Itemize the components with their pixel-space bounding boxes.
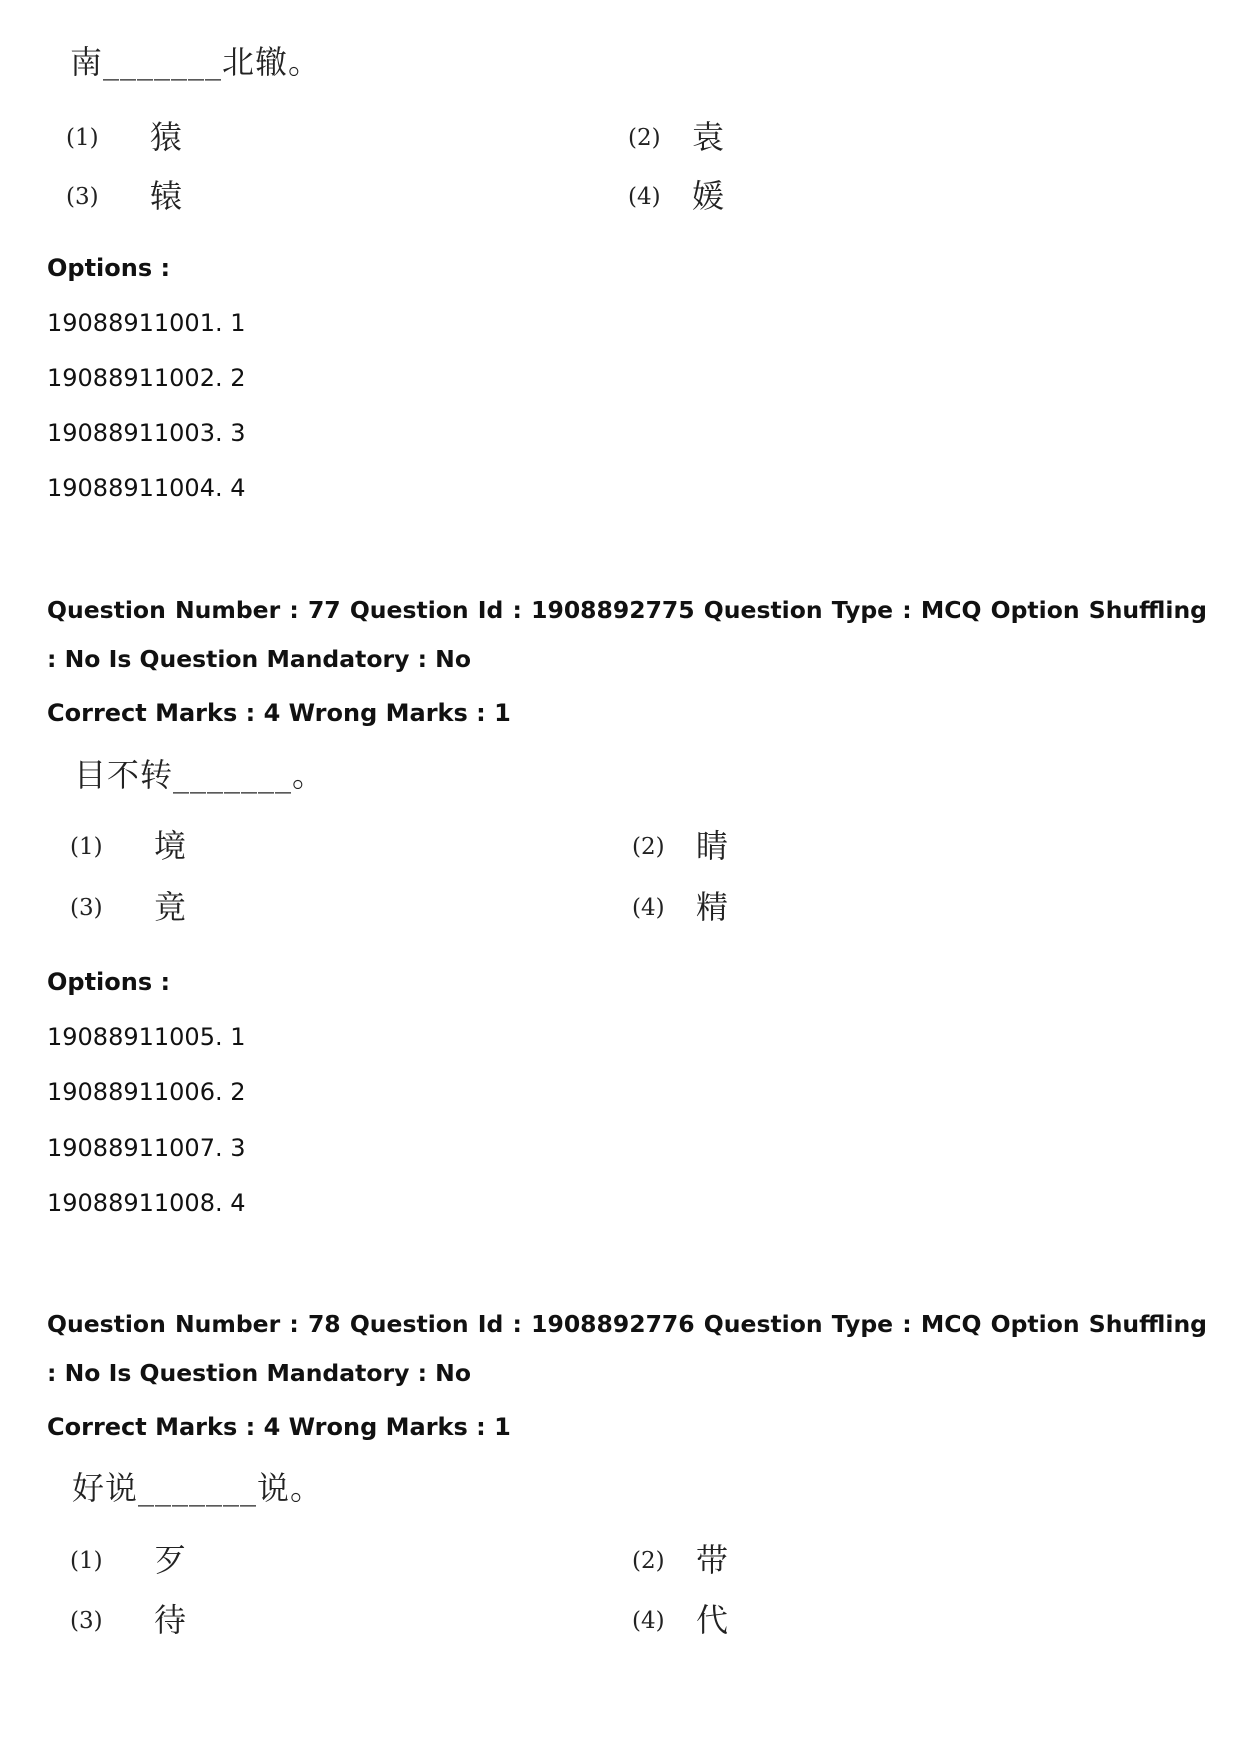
choice-character: 带 (696, 1541, 729, 1579)
question-78-marks: Correct Marks : 4 Wrong Marks : 1 (47, 1413, 511, 1441)
question-77-image (60, 755, 760, 935)
question-78-prompt: 好说_______说。 (72, 1469, 324, 1507)
choice-character: 辕 (150, 177, 183, 215)
choice-number: (2) (632, 1548, 665, 1574)
choice-number: (1) (70, 1548, 103, 1574)
choice-character: 袁 (692, 118, 725, 156)
choice-number: (1) (70, 834, 103, 860)
question-77-marks: Correct Marks : 4 Wrong Marks : 1 (47, 699, 511, 727)
option-item: 19088911006. 2 (47, 1078, 246, 1106)
choice-character: 境 (154, 827, 187, 865)
choice-character: 猿 (150, 118, 183, 156)
option-item: 19088911008. 4 (47, 1189, 246, 1217)
choice-number: (2) (628, 125, 661, 151)
option-item: 19088911003. 3 (47, 419, 246, 447)
option-item: 19088911001. 1 (47, 309, 246, 337)
choice-number: (3) (66, 184, 99, 210)
question-78-header: Question Number : 78 Question Id : 1908892776 Question Type : MCQ Option Shuffling : No Is Question Mandatory : No (47, 1310, 1207, 1387)
choice-number: (4) (632, 895, 665, 921)
option-item: 19088911004. 4 (47, 474, 246, 502)
choice-number: (4) (628, 184, 661, 210)
question-76-image (60, 42, 760, 222)
options-label: Options : (47, 254, 171, 282)
choice-character: 精 (696, 888, 729, 926)
choice-character: 待 (154, 1601, 187, 1639)
choice-number: (3) (70, 895, 103, 921)
question-77-header: Question Number : 77 Question Id : 1908892775 Question Type : MCQ Option Shuffling : No Is Question Mandatory : No (47, 596, 1207, 673)
option-item: 19088911007. 3 (47, 1134, 246, 1162)
option-item: 19088911005. 1 (47, 1023, 246, 1051)
choice-character: 歹 (154, 1541, 187, 1579)
question-77-prompt: 目不转_______。 (74, 756, 326, 794)
options-label: Options : (47, 968, 171, 996)
option-item: 19088911002. 2 (47, 364, 246, 392)
choice-character: 代 (696, 1601, 729, 1639)
choice-number: (3) (70, 1608, 103, 1634)
question-76-prompt: 南_______北辙。 (70, 43, 322, 81)
choice-number: (1) (66, 125, 99, 151)
choice-character: 睛 (696, 827, 729, 865)
choice-character: 媛 (692, 177, 725, 215)
choice-character: 竟 (154, 888, 187, 926)
question-78-image (60, 1468, 760, 1648)
choice-number: (4) (632, 1608, 665, 1634)
choice-number: (2) (632, 834, 665, 860)
